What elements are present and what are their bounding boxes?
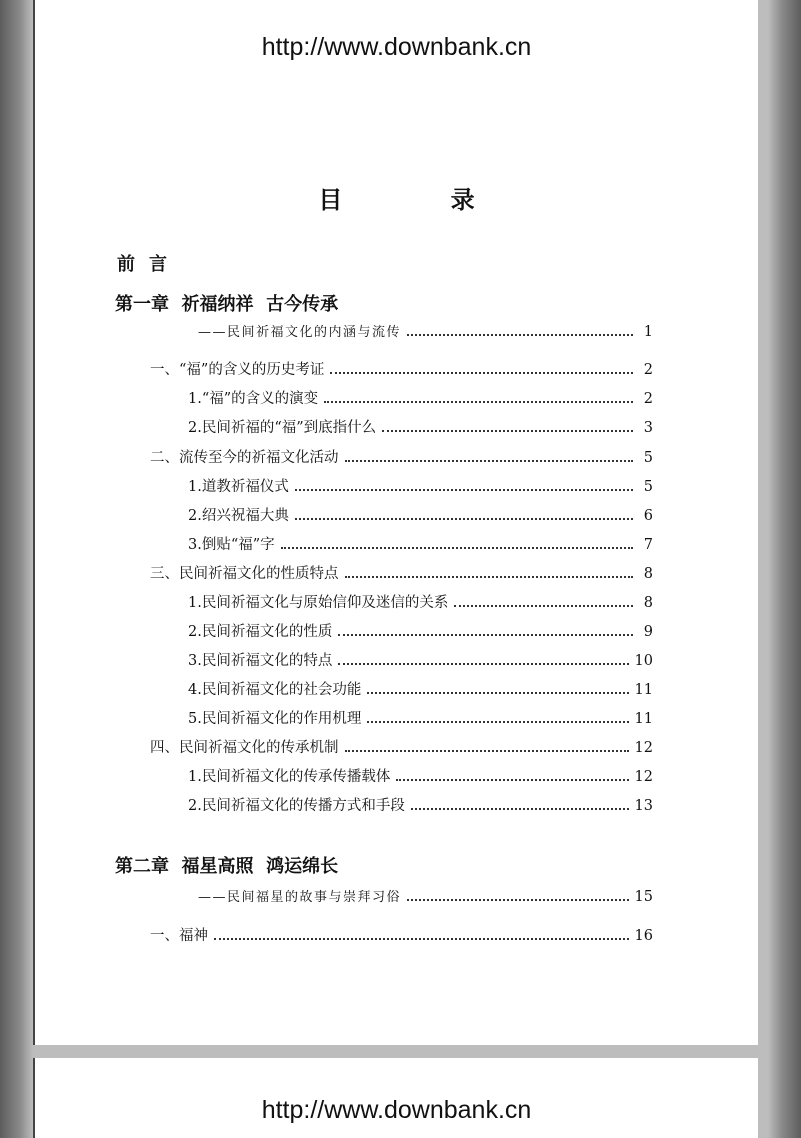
toc-entry [188,388,653,410]
entry-text: 1.民间祈福文化与原始信仰及迷信的关系 [188,595,449,611]
entry-text: 2.民间祈福的“福”到底指什么 [188,420,377,436]
leader-dots [338,624,633,636]
entry-text: 1.道教祈福仪式 [188,479,289,495]
toc-entry [188,766,653,788]
entry-text: 1.“福”的含义的演变 [188,391,319,407]
page-number: 11 [634,682,653,698]
chapter1-subtitle: ——民间祈福文化的内涵与流传 [198,325,402,340]
toc-entry [188,534,653,556]
page-number: 2 [643,362,653,378]
chapter1-subtitle-row [198,321,653,343]
page-number: 8 [643,566,653,582]
toc-entry [188,795,653,817]
chapter2-title: 第二章 福星高照 鸿运绵长 [115,856,339,877]
entry-text: 一、“福”的含义的历史考证 [150,362,325,378]
entry-text: 1.民间祈福文化的传承传播载体 [188,769,391,785]
entry-text: 二、流传至今的祈福文化活动 [150,450,339,466]
toc-entry [150,737,653,759]
entry-text: 四、民间祈福文化的传承机制 [150,740,339,756]
entry-text: 2.民间祈福文化的性质 [188,624,333,640]
page-number: 8 [643,595,653,611]
chapter1-title: 第一章 祈福纳祥 古今传承 [115,294,339,315]
leader-dots [324,391,633,403]
page-number: 2 [643,391,653,407]
entry-text: 2.民间祈福文化的传播方式和手段 [188,798,405,814]
leader-dots [407,324,633,336]
page-number: 12 [634,769,653,785]
page-number: 13 [634,798,653,814]
page-number: 12 [634,740,653,756]
chapter2-subtitle: ——民间福星的故事与崇拜习俗 [198,890,402,905]
toc-entry [150,359,653,381]
leader-dots [295,508,633,520]
toc-entry [188,505,653,527]
leader-dots [281,537,633,549]
next-page [33,1058,758,1138]
page-number: 11 [634,711,653,727]
entry-text: 三、民间祈福文化的性质特点 [150,566,339,582]
leader-dots [338,653,628,665]
page-number: 9 [643,624,653,640]
chapter2-subtitle-row [198,886,653,908]
entry-text: 一、福神 [150,928,208,944]
document-page [33,0,758,1045]
page-number: 15 [634,889,653,905]
leader-dots [345,566,634,578]
toc-entry [150,563,653,585]
leader-dots [214,928,629,940]
toc-title: 目 录 [318,186,525,214]
toc-entry [188,621,653,643]
preface-heading: 前言 [117,254,181,275]
toc-entry [188,650,653,672]
leader-dots [345,740,629,752]
toc-entry [150,447,653,469]
toc-entry [188,708,653,730]
leader-dots [345,450,634,462]
leader-dots [330,362,633,374]
next-page-header-url: http://www.downbank.cn [261,1096,532,1124]
toc-entry [188,417,653,439]
page-number: 3 [643,420,653,436]
page-number: 6 [643,508,653,524]
leader-dots [295,479,633,491]
entry-text: 3.倒贴“福”字 [188,537,275,553]
toc-entry [188,679,653,701]
entry-text: 3.民间祈福文化的特点 [188,653,333,669]
leader-dots [367,682,628,694]
page-number: 5 [643,450,653,466]
page-number: 1 [643,324,653,340]
leader-dots [382,420,633,432]
header-url: http://www.downbank.cn [261,33,532,61]
leader-dots [367,711,628,723]
toc-entry [188,476,653,498]
entry-text: 4.民间祈福文化的社会功能 [188,682,362,698]
leader-dots [407,889,629,901]
entry-text: 2.绍兴祝福大典 [188,508,289,524]
leader-dots [396,769,628,781]
page-number: 5 [643,479,653,495]
leader-dots [454,595,633,607]
page-number: 7 [643,537,653,553]
toc-entry [150,925,653,947]
leader-dots [411,798,629,810]
entry-text: 5.民间祈福文化的作用机理 [188,711,362,727]
toc-entry [188,592,653,614]
page-number: 10 [634,653,653,669]
page-number: 16 [634,928,653,944]
